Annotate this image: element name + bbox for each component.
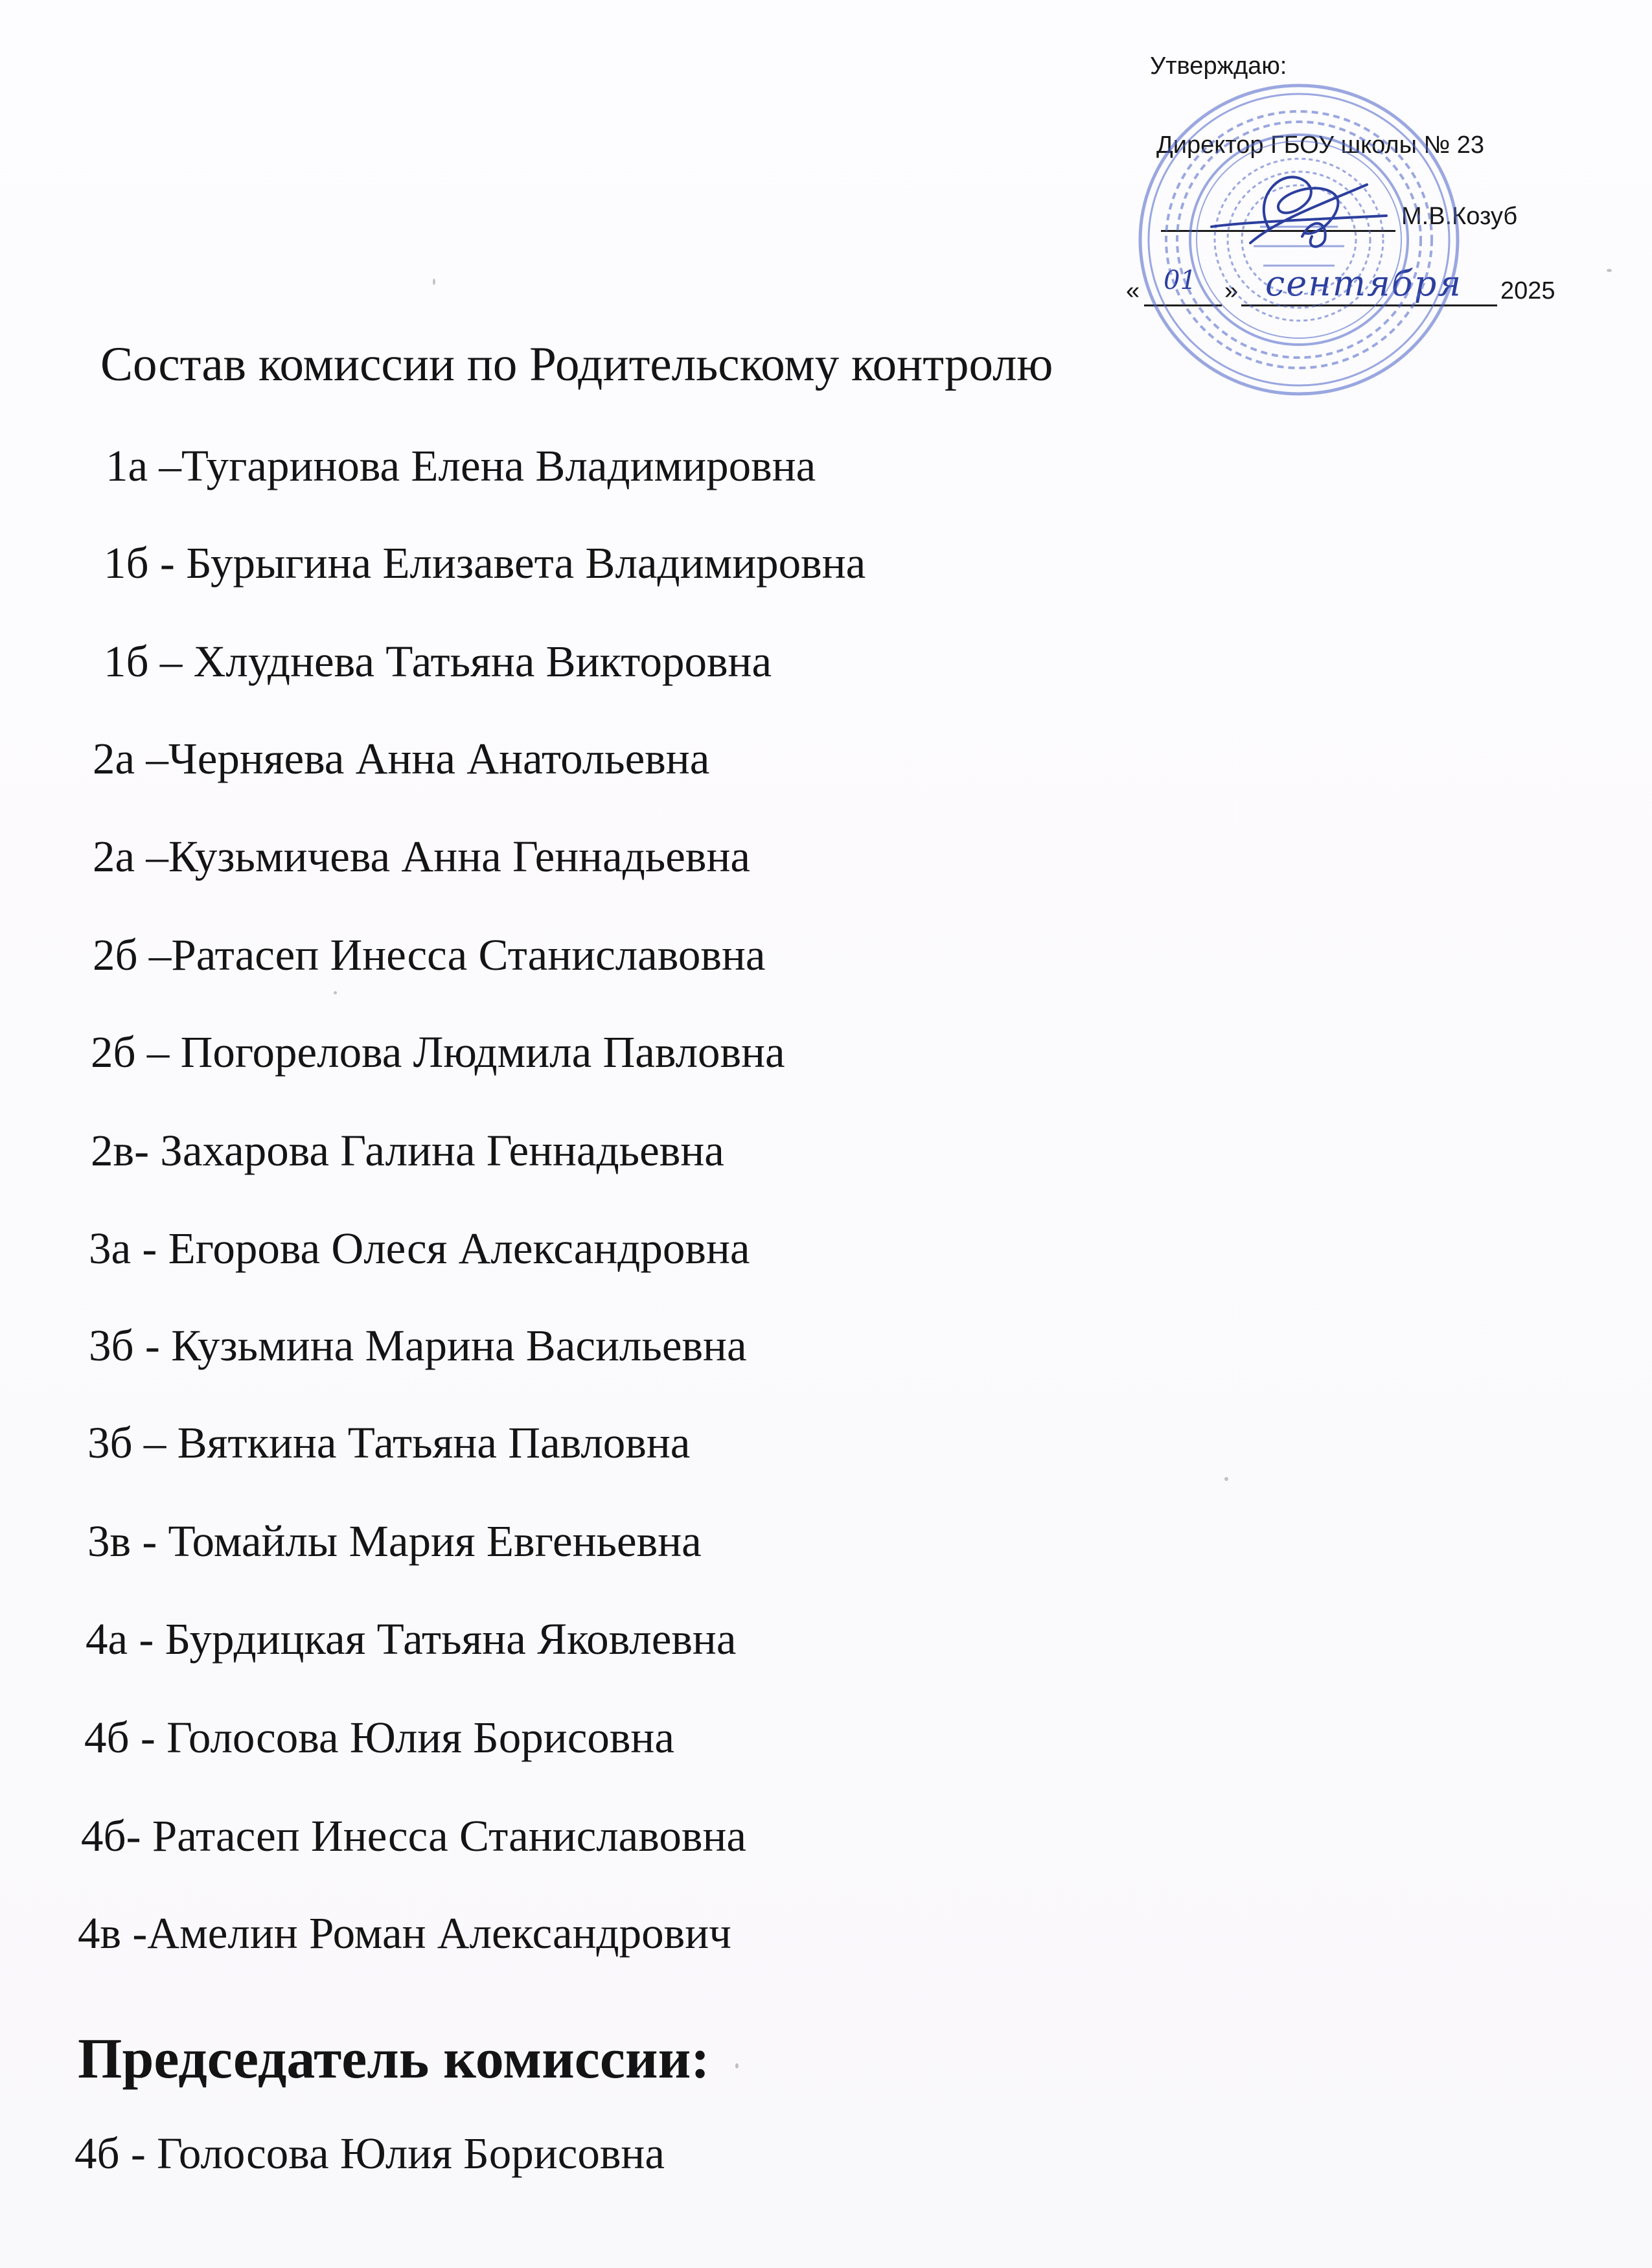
approval-signatory: М.В.Козуб (1401, 203, 1518, 230)
member-line: 2а –Черняева Анна Анатольевна (93, 734, 710, 783)
member-line: 4б - Голосова Юлия Борисовна (84, 1713, 674, 1762)
approval-label: Утверждаю: (1150, 52, 1287, 80)
member-line: 4в -Амелин Роман Александрович (78, 1908, 731, 1958)
document-title: Состав комиссии по Родительскому контролю (100, 338, 1053, 391)
signature-icon (1173, 159, 1406, 256)
date-year: 2025 (1500, 277, 1555, 304)
date-month: сентября (1265, 263, 1463, 304)
member-line: 3в - Томайлы Мария Евгеньевна (87, 1517, 702, 1566)
member-line: 4а - Бурдицкая Татьяна Яковлевна (86, 1614, 737, 1664)
chair-name: 4б - Голосова Юлия Борисовна (75, 2129, 665, 2178)
date-close-quote: » (1224, 277, 1239, 304)
member-line: 1б - Бурыгина Елизавета Владимировна (104, 538, 866, 588)
member-line: 1б – Хлуднева Татьяна Викторовна (104, 637, 772, 686)
member-line: 3б - Кузьмина Марина Васильевна (89, 1321, 747, 1370)
member-line: 2б –Ратасеп Инесса Станиславовна (93, 930, 766, 979)
member-line: 2в- Захарова Галина Геннадьевна (91, 1126, 724, 1175)
chair-heading: Председатель комиссии: (78, 2028, 710, 2090)
member-line: 4б- Ратасеп Инесса Станиславовна (81, 1811, 747, 1861)
scan-speck (1224, 1477, 1228, 1481)
scan-speck (1607, 269, 1612, 272)
approval-position: Директор ГБОУ школы № 23 (1156, 132, 1485, 159)
scan-speck (433, 279, 435, 285)
date-day: 01 (1164, 266, 1197, 295)
member-line: 3а - Егорова Олеся Александровна (89, 1224, 750, 1273)
scan-speck (735, 2063, 739, 2068)
member-line: 2б – Погорелова Людмила Павловна (91, 1027, 785, 1077)
date-open-quote: « (1126, 277, 1140, 304)
scan-speck (334, 991, 337, 994)
member-line: 2а –Кузьмичева Анна Геннадьевна (93, 832, 751, 881)
member-line: 1а –Тугаринова Елена Владимировна (106, 441, 816, 490)
member-line: 3б – Вяткина Татьяна Павловна (87, 1418, 691, 1467)
